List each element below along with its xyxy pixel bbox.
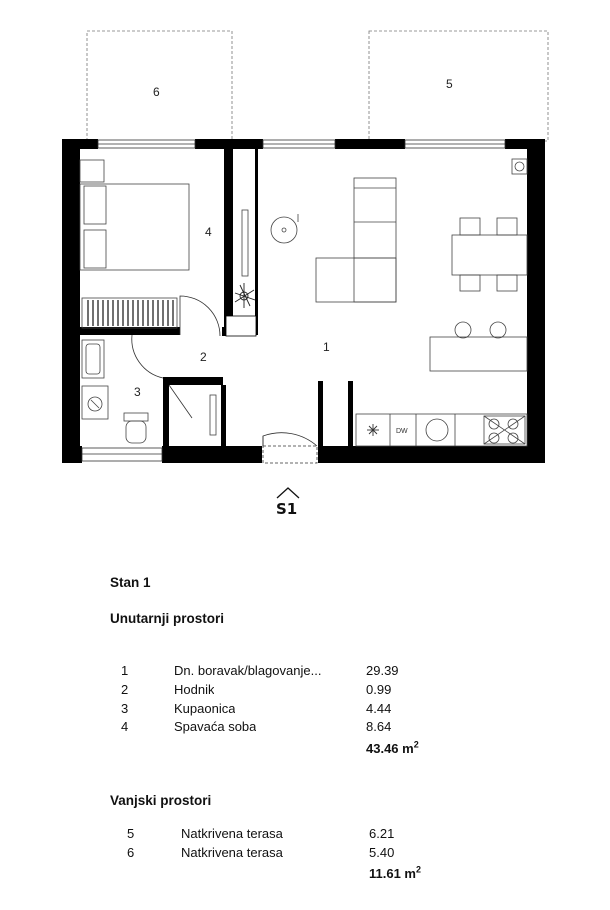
row-number: 1 [121, 663, 129, 678]
fridge-icon [367, 424, 379, 436]
boiler-icon [512, 159, 527, 174]
row-name: Hodnik [174, 682, 215, 697]
bathroom-fixtures [82, 340, 216, 443]
interior-title: Unutarnji prostori [110, 611, 224, 626]
row-name: Kupaonica [174, 701, 236, 716]
kitchen-island [430, 322, 527, 371]
row-area: 8.64 [366, 719, 392, 734]
row-area: 0.99 [366, 682, 392, 697]
room-number-3: 3 [134, 385, 141, 399]
tv-unit [242, 210, 248, 276]
exterior-total-value: 11.61 m [369, 866, 416, 881]
room-number-6: 6 [153, 85, 160, 99]
room-number-5: 5 [446, 77, 453, 91]
exterior-total-unit-exponent: 2 [416, 864, 422, 875]
room-number-4: 4 [205, 225, 212, 239]
row-area: 6.21 [369, 826, 395, 841]
interior-total-unit-exponent: 2 [413, 739, 419, 750]
row-name: Natkrivena terasa [181, 845, 283, 860]
row-name: Spavaća soba [174, 719, 257, 734]
interior-total-value: 43.46 m [366, 741, 414, 756]
interior-total [366, 741, 419, 756]
room-number-2: 2 [200, 350, 207, 364]
row-number: 5 [127, 826, 135, 841]
row-area: 5.40 [369, 845, 395, 860]
row-name: Natkrivena terasa [181, 826, 283, 841]
exterior-title: Vanjski prostori [110, 793, 212, 808]
entrance-house-icon [277, 488, 299, 498]
apartment-title: Stan 1 [110, 575, 151, 590]
bed [80, 160, 189, 270]
sofa [316, 178, 396, 302]
entrance-label: S1 [276, 500, 298, 518]
room-number-1: 1 [323, 340, 330, 354]
row-area: 4.44 [366, 701, 392, 716]
plant-icon [235, 283, 255, 308]
dining-table [452, 218, 527, 291]
kitchen-counter [356, 414, 527, 446]
row-number: 2 [121, 682, 129, 697]
wardrobe [82, 298, 177, 328]
row-number: 4 [121, 719, 129, 734]
row-number: 6 [127, 845, 135, 860]
row-area: 29.39 [366, 663, 399, 678]
side-table [271, 214, 298, 243]
terrace-5 [369, 31, 548, 141]
exterior-total [369, 866, 421, 881]
row-number: 3 [121, 701, 129, 716]
dishwasher-label: DW [396, 428, 408, 435]
row-name: Dn. boravak/blagovanje... [174, 663, 322, 678]
